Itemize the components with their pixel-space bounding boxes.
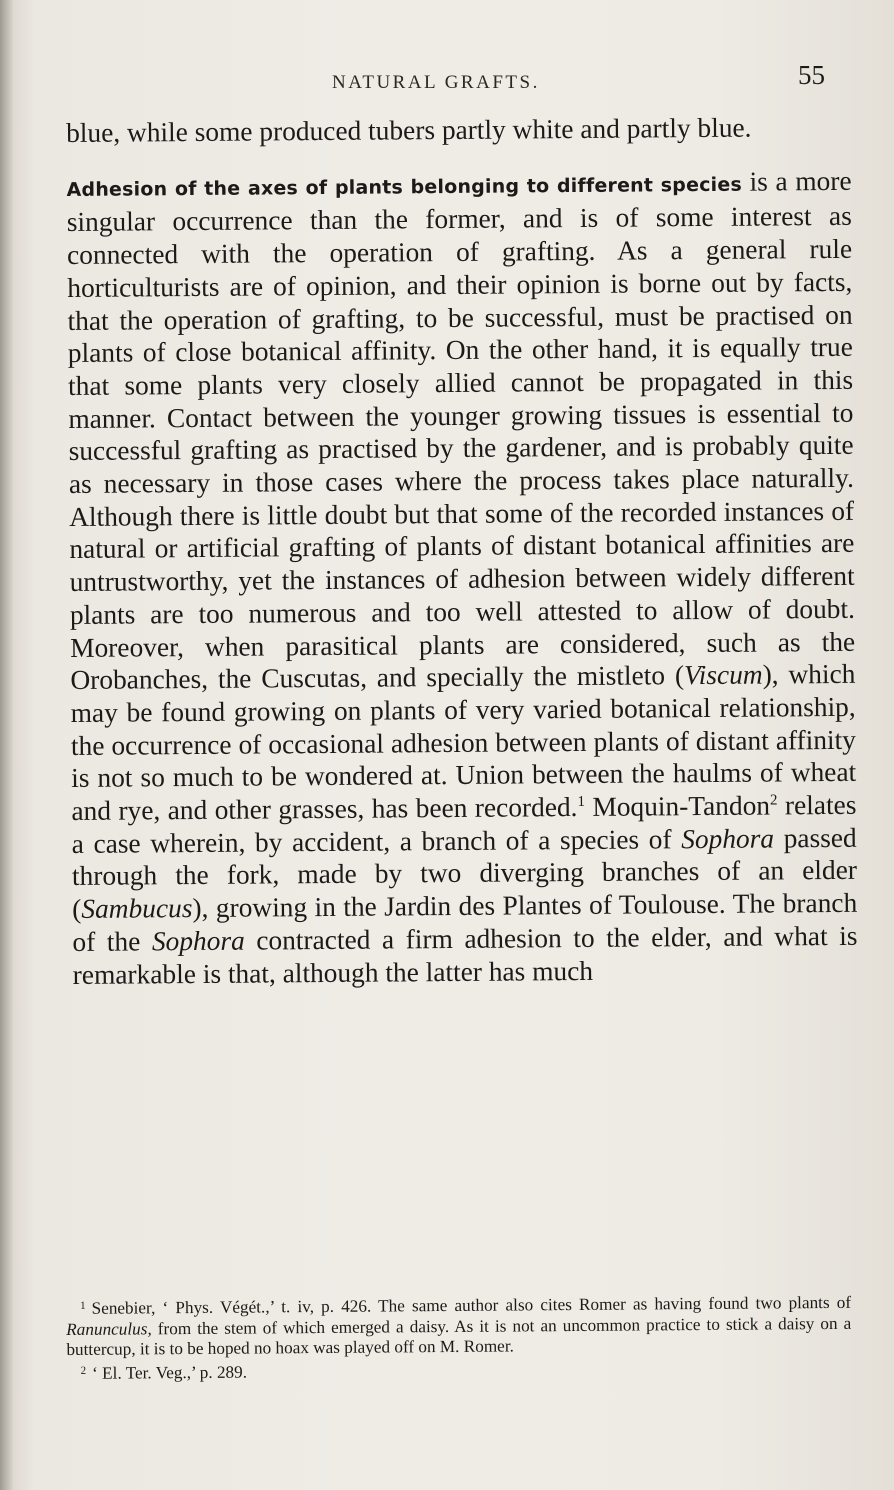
- paragraph-text: relates a case wherein, by accident, a branch of a species of: [71, 789, 857, 859]
- paragraph-text: Moquin-Tandon: [584, 790, 771, 823]
- footnote-text: ‘ El. Ter. Veg.,’ p. 289.: [92, 1362, 248, 1383]
- footnote-reference-2: 2: [769, 792, 778, 809]
- italic-term-ranunculus: Ranunculus,: [66, 1318, 152, 1339]
- footnote-reference-1: 1: [577, 794, 585, 811]
- footnote-text: Senebier, ‘ Phys. Végét.,’ t. iv, p. 426. The same author also cites Romer as having found two plants of: [91, 1292, 852, 1318]
- paragraph-lead-in: Adhesion of the axes of plants belonging to different species: [66, 173, 743, 201]
- paragraph-text: ), which may be found growing on plants of very varied botanical relationship, the occurrence of occasional adhesion between plants of distant affinity is not so much to be wondered at. Union between the haulms of wheat and rye, and other grasses, has been recorded.: [70, 659, 857, 827]
- paragraph-continuation: blue, while some produced tubers partly white and partly blue.: [66, 112, 752, 148]
- paragraph-text: is a more singular occurrence than the former, and is of some interest as connected with the operation of grafting. As a general rule horticulturists are of opinion, and their opinion is borne out by facts, that the operation of grafting, to be successful, must be practised on plants of close botanical affinity. On the other hand, it is equally true that some plants very closely allied cannot be propagated in this manner. Contact between the younger growing tissues is essential to successful grafting as practised by the gardener, and is probably quite as necessary in those cases where the process takes place naturally. Although there is little doubt but that some of the recorded instances of natural or artificial grafting of plants of distant botanical affinities are untrustworthy, yet the instances of adhesion between widely different plants are too numerous and too well attested to allow of doubt. Moreover, when parasitical plants are considered, such as the Orobanches, the Cuscutas, and specially the mistleto (: [66, 165, 856, 696]
- body-text: [66, 111, 858, 991]
- footnote-text: from the stem of which emerged a daisy. As it is not an uncommon practice to stick a daisy on a buttercup, it is to be hoped no hoax was played off on M. Romer.: [66, 1313, 852, 1359]
- footnote-mark-1: 1: [80, 1299, 86, 1312]
- italic-term-sambucus: Sambucus: [81, 893, 193, 925]
- paragraph-adhesion: [66, 165, 857, 992]
- italic-term-sophora: Sophora: [681, 823, 775, 854]
- footnote-mark-2: 2: [80, 1364, 87, 1377]
- footnotes: [66, 1290, 852, 1384]
- page-number: 55: [798, 60, 825, 90]
- paragraph-text: contracted a firm adhesion to the elder, and what is remarkable is that, although the latter has much: [72, 920, 858, 990]
- page-header: [0, 60, 894, 100]
- italic-term-sophora: Sophora: [151, 925, 245, 957]
- footnote-1: [66, 1290, 851, 1361]
- italic-term-viscum: Viscum: [683, 659, 763, 691]
- paragraph-text: passed through the fork, made by two diverging branches of an elder (: [71, 822, 858, 925]
- running-head: NATURAL GRAFTS.: [332, 72, 540, 93]
- paragraph-text: ), growing in the Jardin des Plantes of Toulouse. The branch of the: [72, 887, 858, 957]
